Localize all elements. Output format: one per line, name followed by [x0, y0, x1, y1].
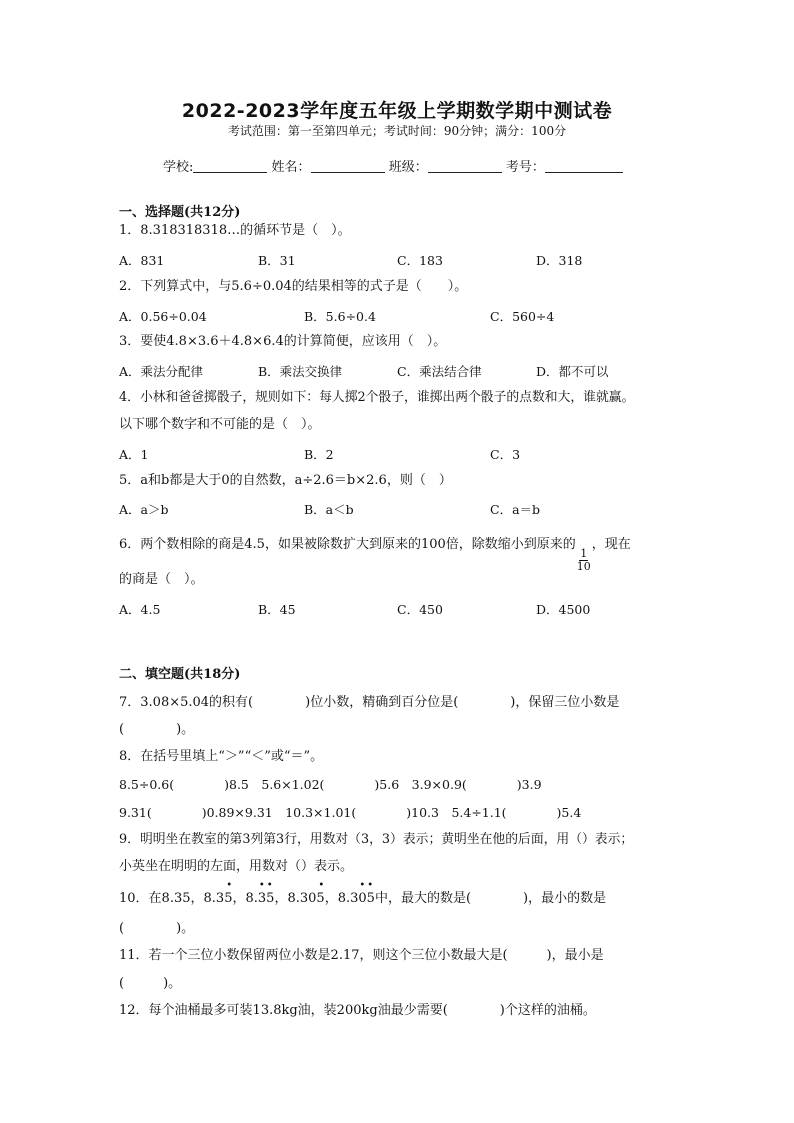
exam-number-label: 考号：: [505, 160, 545, 175]
q3-option-c: C．乘法结合律: [397, 364, 482, 379]
rec3-base: 8.30: [287, 891, 317, 906]
recurring-number-3: [287, 880, 325, 906]
rec1-base: 8.3: [203, 891, 225, 906]
recurring-number-1: [203, 880, 233, 906]
question-8-row-2: 9.31( )0.89×9.31 10.3×1.01( )10.3 5.4÷1.1( )5.4: [119, 805, 582, 820]
class-blank[interactable]: [428, 159, 502, 173]
question-4-line-1: 4．小林和爸爸掷骰子，规则如下：每人掷2个骰子，谁掷出两个骰子的点数和大，谁就赢。: [119, 390, 635, 405]
q5-option-b: B．a＜b: [304, 502, 354, 517]
q3-option-a: A．乘法分配律: [119, 364, 204, 379]
question-8-row-1: 8.5÷0.6( )8.5 5.6×1.02( )5.6 3.9×0.9( )3.9: [119, 777, 542, 792]
question-9-line-1: 9．明明坐在教室的第3列第3行，用数对（3，3）表示；黄明坐在他的后面，用（）表示；: [119, 832, 634, 847]
recurring-number-4: [337, 880, 376, 906]
q6-option-a: A．4.5: [119, 602, 161, 617]
q6-text-b: ，现在: [591, 537, 631, 552]
exam-title: 2022-2023学年度五年级上学期数学期中测试卷: [181, 100, 613, 122]
rec3-digit-text: 5: [316, 891, 325, 906]
exam-number-blank[interactable]: [545, 159, 623, 173]
fraction-denominator: 10: [576, 560, 591, 573]
question-11-line-2: ( )。: [119, 976, 182, 991]
q1-option-c: C．183: [397, 253, 443, 268]
school-blank[interactable]: [193, 159, 267, 173]
question-10-line-1: 10．在8.35，8.3 • 5，8. •• 35，8.30 • 5，8.3 •• 05中，最大的数是( )，最小的数是: [119, 880, 607, 906]
rec3-digits: [316, 880, 325, 908]
rec2-digit-text: 35: [257, 891, 275, 906]
rec4-dots: ••: [359, 880, 376, 891]
q6-option-c: C．450: [397, 602, 443, 617]
fraction-one-tenth: [577, 548, 591, 573]
q6-option-d: D．4500: [536, 602, 591, 617]
question-2: 2．下列算式中，与5.6÷0.04的结果相等的式子是（ ）。: [119, 279, 468, 294]
question-6-line-2: 的商是（ ）。: [119, 572, 204, 587]
name-label: 姓名：: [271, 160, 311, 175]
q2-option-b: B．5.6÷0.4: [304, 309, 376, 324]
q3-option-d: D．都不可以: [536, 364, 609, 379]
rec4-digit-text: 05: [358, 891, 375, 906]
question-4-line-2: 以下哪个数字和不可能的是（ ）。: [119, 417, 321, 432]
q6-option-b: B．45: [258, 602, 296, 617]
rec2-dots: ••: [258, 880, 275, 891]
class-label: 班级：: [388, 160, 428, 175]
q2-option-c: C．560÷4: [490, 309, 555, 324]
q1-option-a: A．831: [119, 253, 165, 268]
rec1-digit-text: 5: [224, 891, 233, 906]
name-blank[interactable]: [311, 159, 385, 173]
question-12: 12．每个油桶最多可装13.8kg油，装200kg油最少需要( )个这样的油桶。: [119, 1003, 596, 1018]
question-7-line-1: 7．3.08×5.04的积有( )位小数，精确到百分位是( )，保留三位小数是: [119, 695, 620, 710]
fraction-numerator: 1: [580, 547, 588, 560]
recurring-number-2: [245, 880, 275, 906]
question-6-line-1: [119, 536, 631, 573]
q4-option-c: C．3: [490, 447, 521, 462]
question-9-line-2: 小英坐在明明的左面，用数对（）表示。: [119, 859, 354, 874]
section-2-title: 二、填空题(共18分): [119, 667, 241, 682]
question-7-line-2: ( )。: [119, 722, 195, 737]
question-10-line-2: ( )。: [119, 921, 195, 936]
q3-option-b: B．乘法交换律: [258, 364, 343, 379]
q5-option-c: C．a＝b: [490, 502, 541, 517]
q4-option-a: A．1: [119, 447, 149, 462]
rec1-digits: [224, 880, 233, 908]
q6-text-a: 6．两个数相除的商是4.5，如果被除数扩大到原来的100倍，除数缩小到原来的: [119, 537, 576, 552]
rec3-dots: •: [318, 880, 325, 891]
rec4-base: 8.3: [337, 891, 359, 906]
question-3: 3．要使4.8×3.6＋4.8×6.4的计算简便，应该用（ ）。: [119, 334, 447, 349]
student-info-row: [163, 156, 623, 175]
section-1-title: 一、选择题(共12分): [119, 205, 241, 220]
rec2-base: 8.: [245, 891, 258, 906]
q1-option-d: D．318: [536, 253, 583, 268]
exam-subtitle: 考试范围：第一至第四单元；考试时间：90分钟；满分：100分: [227, 124, 567, 138]
q4-option-b: B．2: [304, 447, 334, 462]
q2-option-a: A．0.56÷0.04: [119, 309, 207, 324]
q10-text-start: 10．在8.35，: [119, 891, 204, 906]
question-8: 8．在括号里填上“＞”“＜”或“＝”。: [119, 749, 324, 764]
q10-text-end: 中，最大的数是( )，最小的数是: [374, 891, 607, 906]
question-1: 1．8.318318318…的循环节是（ ）。: [119, 223, 351, 238]
rec2-digits: [257, 880, 275, 908]
school-label: 学校:: [163, 160, 194, 175]
rec1-dots: •: [226, 880, 233, 891]
q1-option-b: B．31: [258, 253, 296, 268]
question-5: 5．a和b都是大于0的自然数，a÷2.6＝b×2.6，则（ ）: [119, 473, 452, 488]
question-11-line-1: 11．若一个三位小数保留两位小数是2.17，则这个三位小数最大是( )，最小是: [119, 948, 604, 963]
q5-option-a: A．a＞b: [119, 502, 169, 517]
rec4-digits: [358, 880, 376, 908]
